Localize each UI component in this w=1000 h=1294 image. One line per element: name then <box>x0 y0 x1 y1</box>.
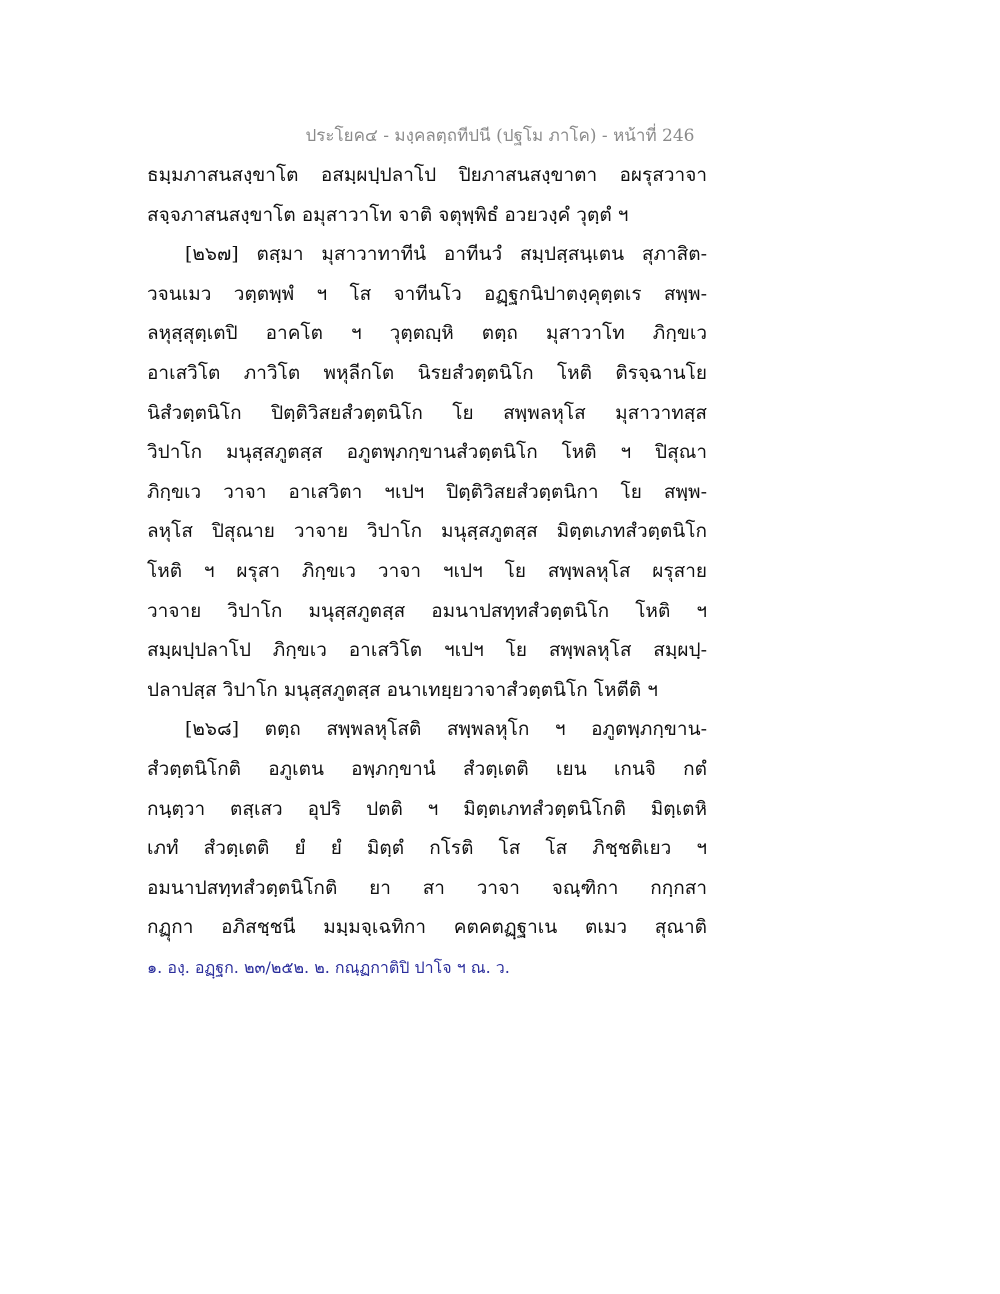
paragraph-start-268: [๒๖๘] ตตฺถ สพฺพลหุโสติ สพฺพลหุโก ฯ อภูตพฺภกฺขาน- <box>185 718 707 741</box>
text-line: นิสํวตฺตนิโก ปิตฺติวิสยสํวตฺตนิโก โย สพฺพลหุโส มุสาวาทสฺส <box>147 401 707 424</box>
text-line: ภิกฺขเว วาจา อาเสวิตา ฯเปฯ ปิตฺติวิสยสํวตฺตนิกา โย สพฺพ- <box>147 480 707 503</box>
text-line: วจนเมว วตฺตพฺพํ ฯ โส จาทีนโว อฏฺฐกนิปาตงฺคุตฺตเร สพฺพ- <box>147 282 707 305</box>
text-line: ลหุโส ปิสุณาย วาจาย วิปาโก มนุสฺสภูตสฺส มิตฺตเภทสํวตฺตนิโก <box>147 520 707 543</box>
text-line: วิปาโก มนุสฺสภูตสฺส อภูตพฺภกฺขานสํวตฺตนิโก โหติ ฯ ปิสุณา <box>147 441 707 464</box>
text-line: สํวตฺตนิโกติ อภูเตน อพฺภกฺขานํ สํวตฺเตติ เยน เกนจิ กตํ <box>147 757 707 780</box>
text-line: กนฺตฺวา ตสฺเสว อุปริ ปตติ ฯ มิตฺตเภทสํวตฺตนิโกติ มิตฺเตหิ <box>147 797 707 820</box>
running-header: ประโยค๔ - มงฺคลตฺถทีปนี (ปฐโม ภาโค) - หน้าที่ 246 <box>305 126 695 146</box>
text-line: วาจาย วิปาโก มนุสฺสภูตสฺส อมนาปสทฺทสํวตฺตนิโก โหติ ฯ <box>147 599 707 622</box>
text-line: ธมฺมภาสนสงฺขาโต อสมฺผปฺปลาโป ปิยภาสนสงฺขาตา อผรุสวาจา <box>147 164 707 186</box>
text-line: โหติ ฯ ผรุสา ภิกฺขเว วาจา ฯเปฯ โย สพฺพลหุโส ผรุสาย <box>147 559 707 582</box>
text-line: ลหุสฺสุตฺเตปิ อาคโต ฯ วุตฺตญฺหิ ตตฺถ มุสาวาโท ภิกฺขเว <box>147 322 707 345</box>
footnote: ๑. องฺ. อฏฺฐก. ๒๓/๒๕๒. ๒. กณฺฏกาติปิ ปาโจ ฯ ณ. ว. <box>147 958 510 977</box>
text-line: อมนาปสทฺทสํวตฺตนิโกติ ยา สา วาจา จณฺฑิกา กกฺกสา <box>147 876 707 899</box>
body-text <box>147 156 707 948</box>
text-line: อาเสวิโต ภาวิโต พหุลีกโต นิรยสํวตฺตนิโก โหติ ติรจฺฉานโย <box>147 361 707 384</box>
text-line: กฏุกา อภิสชฺชนี มมฺมจฺเฉทิกา คตคตฏฺฐาเน ตเมว สุณาติ <box>147 916 707 939</box>
text-line: ปลาปสฺส วิปาโก มนุสฺสภูตสฺส อนาเทยฺยวาจาสํวตฺตนิโก โหตีติ ฯ <box>147 678 658 701</box>
text-line: สมฺผปฺปลาโป ภิกฺขเว อาเสวิโต ฯเปฯ โย สพฺพลหุโส สมฺผปฺ- <box>147 639 707 662</box>
text-line: เภทํ สํวตฺเตติ ยํ ยํ มิตฺตํ กโรติ โส โส ภิชฺชติเยว ฯ <box>147 837 707 860</box>
paragraph-start-267: [๒๖๗] ตสฺมา มุสาวาทาทีนํ อาทีนวํ สมฺปสฺสนฺเตน สุภาสิต- <box>185 243 707 266</box>
text-line: สจฺจภาสนสงฺขาโต อมุสาวาโท จาติ จตุพฺพิธํ อวยวงฺคํ วุตฺตํ ฯ <box>147 203 629 226</box>
